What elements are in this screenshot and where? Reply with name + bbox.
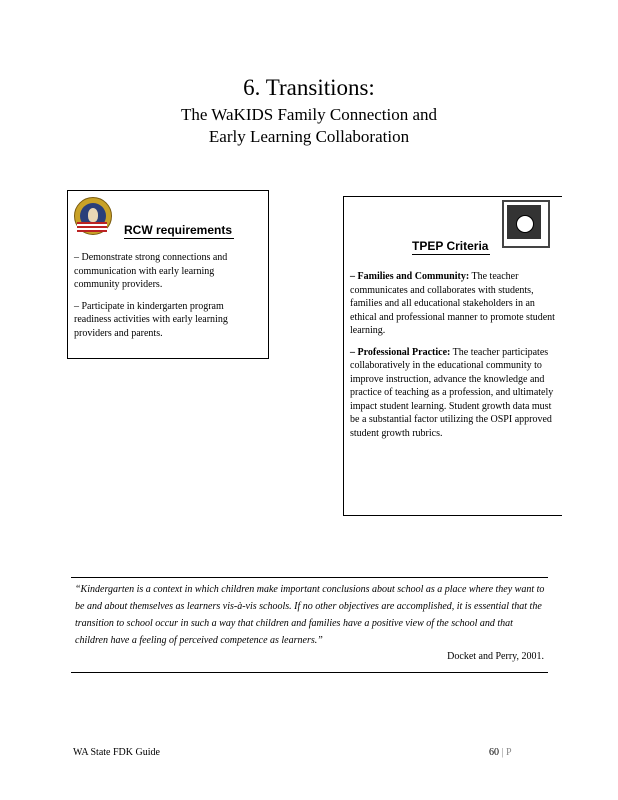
tpep-criteria-box	[343, 196, 562, 516]
footer-page-number	[489, 747, 512, 758]
page-separator: |	[501, 747, 504, 758]
page-title: 6. Transitions:	[243, 75, 375, 100]
tpep-item-title: – Professional Practice:	[350, 346, 451, 358]
page-subtitle	[0, 104, 618, 148]
rcw-heading: RCW requirements	[124, 223, 233, 237]
subtitle-line-2: Early Learning Collaboration	[208, 127, 410, 146]
rcw-requirements-box	[67, 190, 269, 359]
tpep-item-title: – Families and Community:	[350, 271, 470, 282]
tpep-item	[350, 346, 556, 441]
page-number: 60	[489, 747, 499, 758]
tpep-item-text: The teacher participates collaboratively in the educational community to improve instruction, advance the knowledge and practice of teaching as a profession, and ultimately impact student learning. Student growth data must be a substantial factor utilizing the OSPI approved student growth rubrics.	[350, 346, 554, 439]
quote-text: “Kindergarten is a context in which children make important conclusions about school as a place where they want to be and about themselves as learners vis-à-vis schools. If no other objectives are accomplished, it is essential that the transition to school occur in such a way that children and families have a positive view of the school and that children have a feeling of perceived competence as learners.”	[75, 584, 545, 646]
quote-block	[71, 577, 548, 673]
footer-guide-name: WA State FDK Guide	[73, 747, 160, 758]
tpep-logo-icon	[502, 200, 550, 248]
rcw-item: – Demonstrate strong connections and communication with early learning community providers.	[74, 252, 228, 290]
rcw-list	[74, 251, 262, 348]
rcw-item: – Participate in kindergarten program readiness activities with early learning providers and parents.	[74, 300, 228, 339]
quote-citation: Docket and Perry, 2001.	[447, 651, 544, 662]
page-label: P	[506, 747, 512, 758]
tpep-heading: TPEP Criteria	[412, 239, 489, 253]
washington-state-seal-icon	[74, 197, 112, 235]
subtitle-line-1: The WaKIDS Family Connection and	[180, 105, 438, 124]
tpep-item	[350, 270, 556, 338]
tpep-list	[350, 270, 556, 448]
tpep-item-text: The teacher communicates and collaborates with students, families and all educational stakeholders in an ethical and professional manner to promote student learning.	[350, 271, 555, 336]
